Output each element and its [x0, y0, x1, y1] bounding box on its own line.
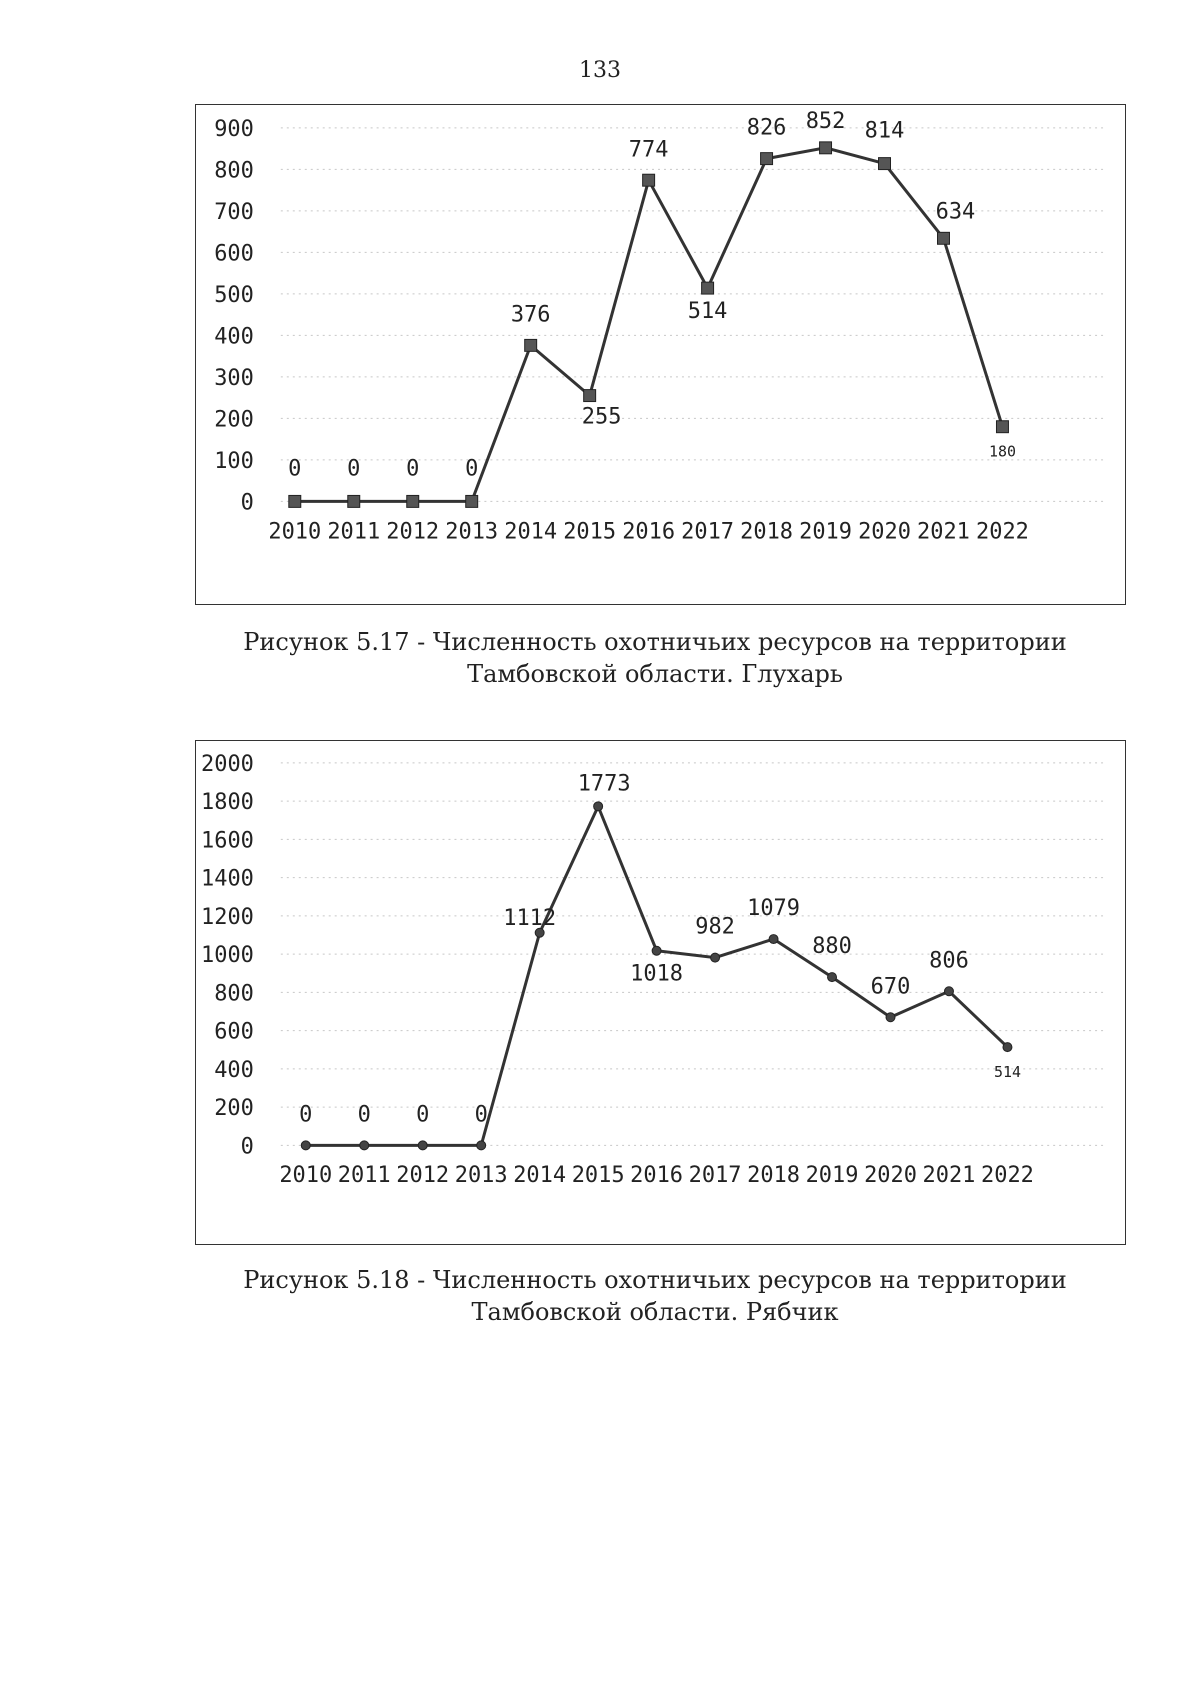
glukhar-x-tick-label: 2013 — [445, 519, 499, 545]
ryabchik-data-label: 880 — [812, 934, 852, 960]
ryabchik-y-tick-label: 1600 — [201, 828, 254, 854]
ryabchik-data-label: 514 — [993, 1062, 1021, 1081]
chart-glukhar-svg — [196, 105, 1125, 604]
glukhar-y-tick-label: 500 — [214, 282, 254, 308]
ryabchik-x-tick-label: 2018 — [747, 1163, 800, 1189]
ryabchik-y-tick-label: 2000 — [201, 751, 254, 777]
ryabchik-data-label: 982 — [695, 914, 735, 940]
ryabchik-y-tick-label: 0 — [240, 1134, 254, 1160]
glukhar-data-point — [996, 421, 1008, 433]
ryabchik-x-tick-label: 2010 — [279, 1163, 333, 1189]
glukhar-x-tick-label: 2022 — [976, 519, 1029, 545]
ryabchik-data-point — [360, 1141, 369, 1150]
ryabchik-data-point — [944, 987, 953, 996]
glukhar-data-label: 514 — [687, 298, 728, 324]
glukhar-y-tick-label: 0 — [240, 490, 254, 516]
glukhar-x-tick-label: 2017 — [681, 519, 735, 545]
ryabchik-data-label: 1079 — [747, 896, 800, 922]
glukhar-x-tick-label: 2018 — [740, 519, 793, 545]
glukhar-x-tick-label: 2021 — [917, 519, 970, 545]
ryabchik-data-label: 1112 — [503, 905, 557, 931]
ryabchik-data-label: 1773 — [577, 771, 631, 797]
figure-caption-5-18: Рисунок 5.18 - Численность охотничьих ресурсов на территории Тамбовской области. Рябчик — [243, 1266, 1067, 1326]
ryabchik-data-label: 0 — [299, 1102, 313, 1128]
glukhar-x-tick-label: 2011 — [327, 519, 381, 545]
glukhar-series-line — [295, 148, 1003, 502]
ryabchik-data-label: 670 — [870, 974, 911, 1000]
ryabchik-data-label: 806 — [929, 948, 969, 974]
ryabchik-data-label: 0 — [474, 1102, 488, 1128]
ryabchik-x-tick-label: 2016 — [630, 1163, 684, 1189]
ryabchik-y-tick-label: 600 — [214, 1019, 254, 1045]
ryabchik-y-tick-label: 1200 — [201, 904, 254, 930]
ryabchik-x-tick-label: 2013 — [454, 1163, 508, 1189]
ryabchik-data-point — [301, 1141, 310, 1150]
ryabchik-x-tick-label: 2011 — [337, 1163, 391, 1189]
ryabchik-y-tick-label: 800 — [214, 981, 254, 1007]
glukhar-data-label: 0 — [347, 456, 361, 482]
glukhar-y-tick-label: 100 — [214, 448, 254, 474]
glukhar-data-label: 826 — [746, 115, 787, 141]
ryabchik-data-point — [1003, 1043, 1012, 1052]
glukhar-data-point — [525, 339, 537, 351]
glukhar-data-label: 255 — [581, 404, 622, 430]
glukhar-data-label: 0 — [465, 456, 479, 482]
ryabchik-data-label: 0 — [416, 1102, 430, 1128]
ryabchik-data-point — [828, 973, 837, 982]
glukhar-x-tick-label: 2016 — [622, 519, 676, 545]
ryabchik-data-point — [886, 1013, 895, 1022]
ryabchik-y-tick-label: 200 — [214, 1096, 254, 1122]
glukhar-data-point — [348, 495, 360, 507]
glukhar-data-point — [702, 282, 714, 294]
ryabchik-data-point — [711, 953, 720, 962]
glukhar-data-label: 852 — [805, 108, 846, 134]
ryabchik-y-tick-label: 400 — [214, 1057, 254, 1083]
ryabchik-data-point — [652, 946, 661, 955]
glukhar-y-tick-label: 400 — [214, 324, 254, 350]
ryabchik-y-tick-label: 1400 — [201, 866, 254, 892]
ryabchik-x-tick-label: 2021 — [922, 1163, 976, 1189]
ryabchik-data-point — [418, 1141, 427, 1150]
glukhar-y-tick-label: 200 — [214, 407, 254, 433]
chart-ryabchik — [195, 740, 1126, 1245]
ryabchik-y-tick-label: 1800 — [201, 790, 254, 816]
ryabchik-data-label: 0 — [357, 1102, 371, 1128]
ryabchik-x-tick-label: 2012 — [396, 1163, 450, 1189]
ryabchik-data-label: 1018 — [630, 961, 684, 987]
glukhar-x-tick-label: 2015 — [563, 519, 617, 545]
glukhar-data-point — [466, 495, 478, 507]
glukhar-data-point — [407, 495, 419, 507]
glukhar-x-tick-label: 2012 — [386, 519, 440, 545]
glukhar-x-tick-label: 2020 — [858, 519, 911, 545]
glukhar-data-point — [879, 158, 891, 170]
glukhar-data-label: 0 — [288, 456, 302, 482]
glukhar-data-label: 774 — [628, 137, 669, 163]
glukhar-x-tick-label: 2019 — [799, 519, 852, 545]
ryabchik-x-tick-label: 2019 — [805, 1163, 859, 1189]
glukhar-y-tick-label: 900 — [214, 116, 254, 142]
ryabchik-y-tick-label: 1000 — [201, 943, 254, 969]
ryabchik-x-tick-label: 2020 — [864, 1163, 917, 1189]
glukhar-data-label: 180 — [988, 442, 1016, 461]
ryabchik-data-point — [769, 935, 778, 944]
page-number: 133 — [579, 58, 621, 83]
glukhar-data-point — [761, 153, 773, 165]
ryabchik-x-tick-label: 2022 — [981, 1163, 1034, 1189]
glukhar-y-tick-label: 300 — [214, 365, 254, 391]
glukhar-data-label: 814 — [864, 118, 905, 144]
glukhar-data-point — [289, 495, 301, 507]
glukhar-y-tick-label: 600 — [214, 241, 254, 267]
glukhar-data-label: 634 — [935, 199, 976, 225]
glukhar-data-point — [643, 174, 655, 186]
figure-caption-5-17: Рисунок 5.17 - Численность охотничьих ресурсов на территории Тамбовской области. Глухарь — [243, 628, 1067, 688]
chart-glukhar — [195, 104, 1126, 605]
chart-ryabchik-svg — [196, 741, 1125, 1244]
glukhar-data-label: 376 — [510, 302, 551, 328]
glukhar-y-tick-label: 700 — [214, 199, 254, 225]
ryabchik-x-tick-label: 2014 — [513, 1163, 567, 1189]
ryabchik-data-point — [477, 1141, 486, 1150]
ryabchik-x-tick-label: 2017 — [688, 1163, 742, 1189]
glukhar-x-tick-label: 2014 — [504, 519, 558, 545]
glukhar-y-tick-label: 800 — [214, 158, 254, 184]
glukhar-data-point — [584, 390, 596, 402]
glukhar-data-point — [938, 232, 950, 244]
glukhar-data-label: 0 — [406, 456, 420, 482]
ryabchik-data-point — [594, 802, 603, 811]
glukhar-data-point — [820, 142, 832, 154]
glukhar-x-tick-label: 2010 — [268, 519, 322, 545]
ryabchik-x-tick-label: 2015 — [571, 1163, 625, 1189]
